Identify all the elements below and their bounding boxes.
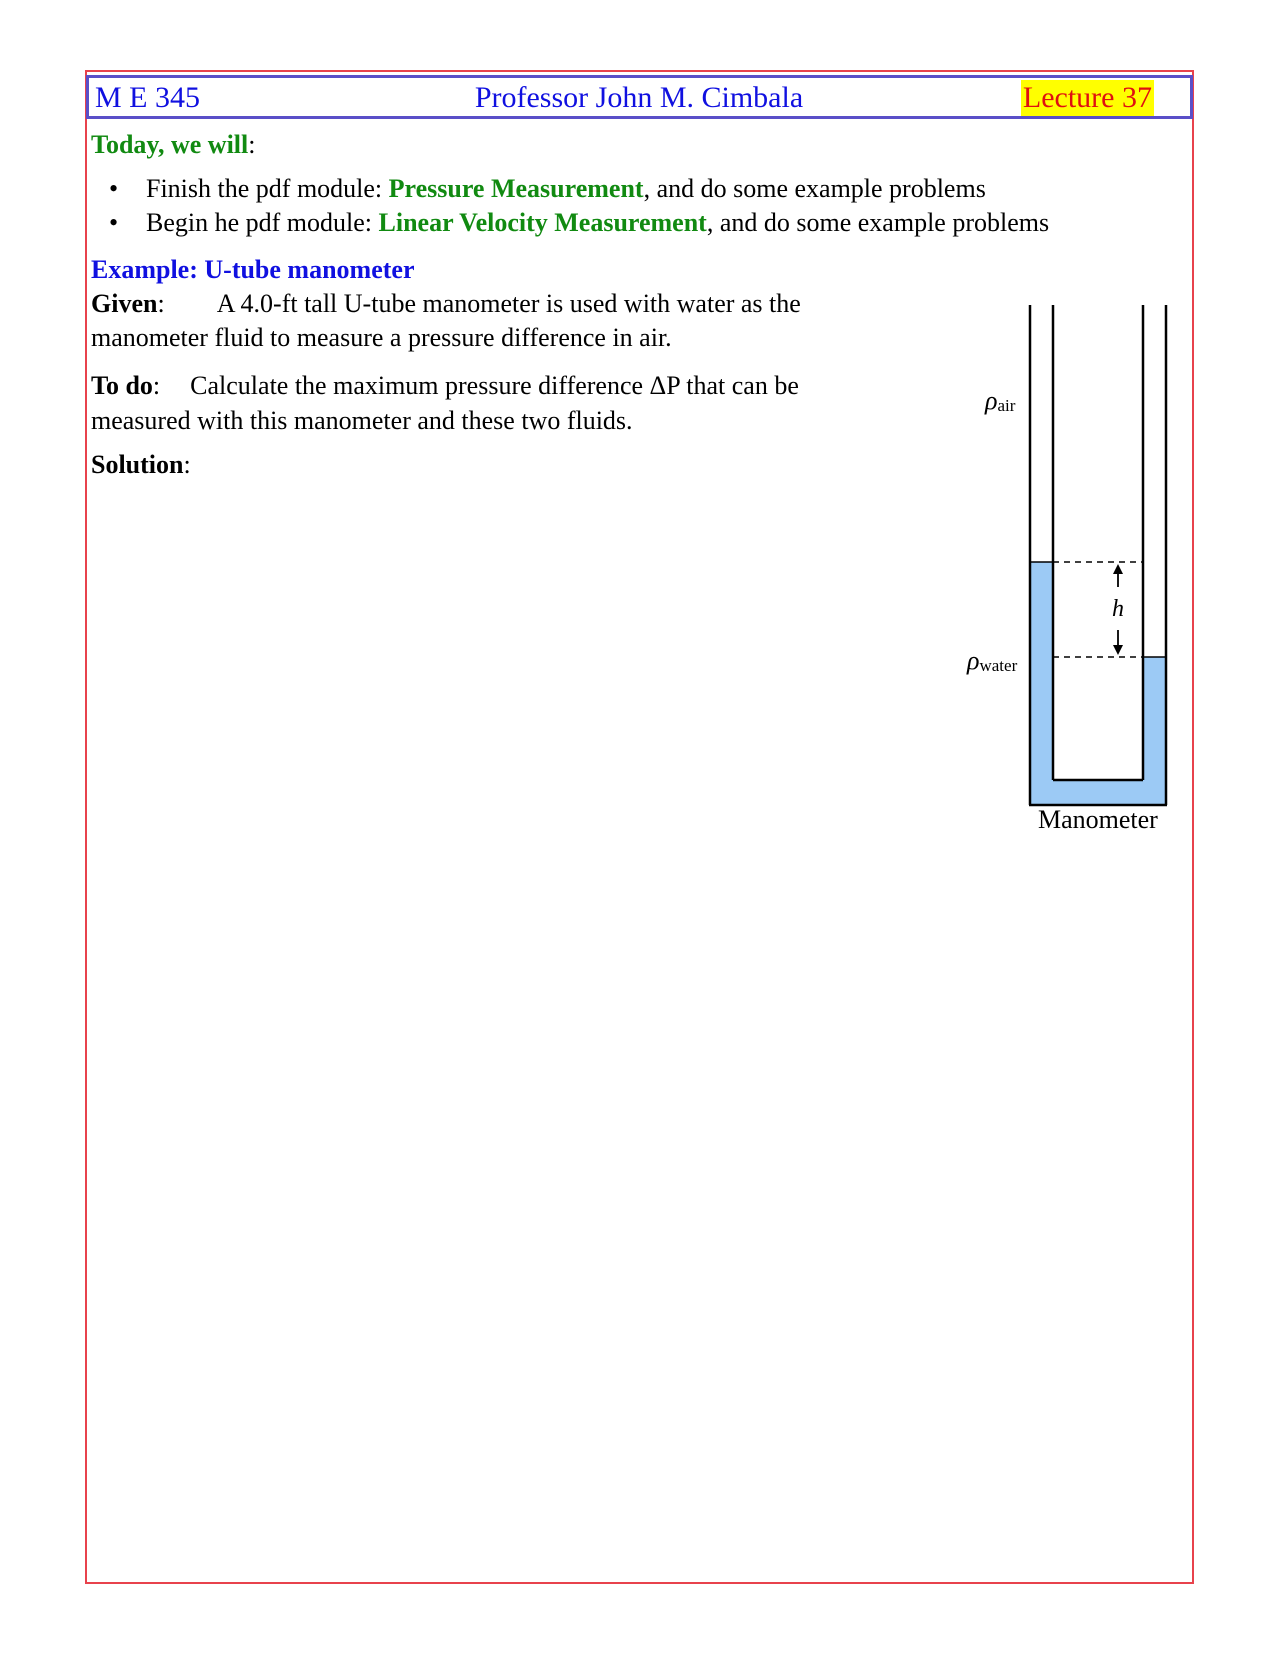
height-arrow-down-head <box>1113 645 1123 655</box>
rho-air-subscript: air <box>997 396 1016 415</box>
agenda-suffix: , and do some example problems <box>706 208 1050 237</box>
example-title: Example: U-tube manometer <box>91 255 415 284</box>
course-number: M E 345 <box>95 81 200 114</box>
agenda-item <box>91 172 1181 206</box>
rho-air-symbol: ρ <box>985 386 998 415</box>
height-label: h <box>1112 596 1124 622</box>
agenda-suffix: , and do some example problems <box>643 174 986 203</box>
given-label: Given <box>91 289 158 318</box>
given-text: A 4.0-ft tall U-tube manometer is used with water as the manometer fluid to measure a pressure difference in air. <box>91 289 801 352</box>
rho-air-label <box>984 386 1016 415</box>
today-colon: : <box>248 130 256 159</box>
given-colon: : <box>157 289 165 318</box>
module-name: Pressure Measurement <box>388 174 644 203</box>
bullet-dot: • <box>109 174 119 203</box>
bullet-dot: • <box>109 208 119 237</box>
figure-caption: Manometer <box>1038 805 1158 834</box>
today-label: Today, we will <box>91 130 249 159</box>
height-arrow-up-head <box>1113 564 1123 574</box>
given-paragraph <box>91 287 891 355</box>
agenda-item <box>91 206 1181 240</box>
rho-water-label <box>966 646 1018 675</box>
module-name: Linear Velocity Measurement <box>378 208 707 237</box>
solution-colon: : <box>183 450 191 479</box>
todo-paragraph <box>91 368 891 438</box>
todo-label: To do <box>91 371 153 400</box>
header-bar <box>86 75 1193 119</box>
todo-colon: : <box>152 371 161 400</box>
solution-label: Solution <box>91 450 184 479</box>
agenda-list <box>91 172 1181 240</box>
water-fill <box>1030 562 1166 805</box>
professor-name: Professor John M. Cimbala <box>474 81 804 114</box>
lecture-number: Lecture 37 <box>1022 81 1152 114</box>
today-heading <box>91 128 1181 162</box>
manometer-diagram <box>955 305 1185 865</box>
rho-water-symbol: ρ <box>967 646 980 675</box>
agenda-prefix: Finish the pdf module: <box>146 174 389 203</box>
agenda-prefix: Begin he pdf module: <box>146 208 379 237</box>
todo-text: Calculate the maximum pressure difference ΔP that can be measured with this manometer and these two fluids. <box>91 371 799 435</box>
rho-water-subscript: water <box>979 656 1018 675</box>
